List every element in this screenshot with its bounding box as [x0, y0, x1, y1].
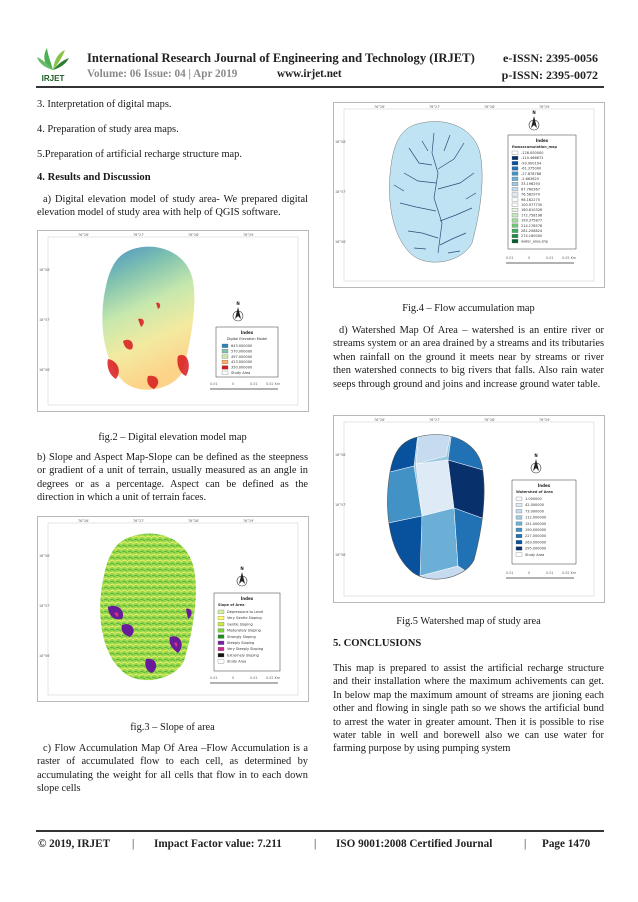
svg-text:0.02 Km: 0.02 Km — [562, 256, 577, 260]
legend-swatch — [512, 193, 518, 197]
header-rule — [36, 86, 604, 88]
figure-slope-map — [37, 516, 309, 702]
legend-swatch — [516, 516, 522, 520]
legend-label: 227.000000 — [525, 534, 547, 539]
eissn: e-ISSN: 2395-0056 — [503, 51, 598, 65]
legend-swatch — [516, 497, 522, 501]
svg-text:18°56': 18°56' — [335, 240, 347, 244]
legend-swatch — [512, 182, 518, 186]
journal-url[interactable]: www.irjet.net — [277, 68, 342, 80]
section-heading-results: 4. Results and Discussion — [37, 172, 151, 183]
legend-swatch — [512, 234, 518, 238]
svg-text:0.01: 0.01 — [506, 256, 514, 260]
svg-text:18°56': 18°56' — [39, 368, 51, 372]
legend-swatch — [512, 229, 518, 233]
legend-label: Strongly Sloping — [227, 634, 256, 639]
figure-flow-accumulation-map — [333, 102, 605, 288]
scale-bar — [506, 571, 577, 578]
legend-label: Moderately Sloping — [227, 628, 261, 633]
svg-text:18°58': 18°58' — [39, 268, 51, 272]
svg-text:0.01: 0.01 — [250, 676, 258, 680]
footer-separator: | — [524, 838, 527, 850]
svg-text:76°27': 76°27' — [429, 418, 441, 422]
legend-label: -110.466672 — [521, 156, 544, 161]
footer-rule — [36, 830, 604, 832]
legend-swatch — [222, 366, 228, 370]
svg-text:76°29': 76°29' — [243, 233, 255, 237]
figure-dem-map — [37, 230, 309, 412]
legend-swatch — [512, 198, 518, 202]
svg-text:N: N — [240, 566, 244, 571]
svg-text:76°26': 76°26' — [374, 418, 386, 422]
paragraph-watershed: d) Watershed Map Of Area – watershed is an entire river or streams system or an area drained by a streams and its tributaries when rainfall on the ground it meets near by streams or river then watershed connects to big rivers that falls. Also rain water seeps through ground and joins and increase ground water table. — [333, 325, 604, 390]
fig4-legend — [508, 135, 576, 249]
legend-label: Study Area — [227, 659, 247, 664]
legend-label: 98.162275 — [521, 197, 540, 202]
legend-label: 423.000000 — [231, 360, 253, 365]
legend-label: Extremely Sloping — [227, 653, 259, 658]
svg-text:18°57': 18°57' — [335, 190, 347, 194]
svg-text:Slope of Area: Slope of Area — [218, 603, 245, 607]
legend-label: 199.375877 — [521, 218, 543, 223]
svg-text:flowaccumulation_map: flowaccumulation_map — [512, 145, 557, 149]
legend-label: 190.000000 — [525, 528, 547, 532]
section-heading-conclusions: 5. CONCLUSIONS — [333, 638, 422, 649]
legend-label: Very Steeply Sloping — [227, 647, 264, 652]
svg-text:76°29': 76°29' — [539, 105, 551, 109]
svg-text:76°26': 76°26' — [374, 105, 386, 109]
svg-text:76°28': 76°28' — [188, 233, 200, 237]
legend-swatch — [516, 553, 522, 557]
legend-swatch — [512, 177, 518, 181]
legend-swatch — [512, 224, 518, 228]
pissn: p-ISSN: 2395-0072 — [501, 68, 598, 82]
legend-label: 172.758198 — [521, 213, 543, 218]
legend-label: 151.000000 — [525, 521, 547, 526]
legend-swatch — [222, 349, 228, 353]
legend-label: Very Gentle Sloping — [227, 616, 262, 621]
legend-swatch — [218, 641, 224, 645]
fig2-legend — [216, 327, 278, 377]
legend-swatch — [512, 172, 518, 176]
legend-label: 274.180000 — [521, 234, 543, 239]
svg-text:N: N — [534, 453, 538, 458]
legend-label: Steeply Sloping — [227, 641, 255, 645]
legend-label: 214.178578 — [521, 223, 543, 228]
footer-page-number: Page 1470 — [542, 838, 591, 850]
legend-label: 160.810326 — [521, 208, 543, 213]
legend-label: 350.000000 — [231, 365, 253, 370]
svg-text:Digital Elevation Model: Digital Elevation Model — [226, 337, 268, 341]
legend-swatch — [516, 528, 522, 532]
footer-separator: | — [314, 838, 317, 850]
svg-text:0.02 Km: 0.02 Km — [266, 382, 281, 386]
svg-text:76°27': 76°27' — [133, 519, 145, 523]
legend-label: 497.000000 — [231, 354, 253, 359]
legend-swatch — [512, 239, 518, 243]
legend-swatch — [218, 660, 224, 664]
svg-text:76°26': 76°26' — [78, 233, 90, 237]
legend-swatch — [512, 167, 518, 171]
figure-watershed-map — [333, 415, 605, 603]
legend-swatch — [222, 344, 228, 348]
legend-swatch — [218, 610, 224, 614]
svg-text:0.01: 0.01 — [506, 571, 514, 575]
legend-label: 76.582979 — [521, 192, 540, 197]
svg-text:N: N — [532, 110, 536, 115]
svg-text:Index: Index — [537, 483, 551, 488]
legend-swatch — [516, 540, 522, 544]
legend-swatch — [512, 208, 518, 212]
irjet-logo — [34, 44, 72, 84]
svg-text:0.02 Km: 0.02 Km — [266, 676, 281, 680]
svg-text:Watershed of Area: Watershed of Area — [516, 490, 553, 494]
method-item-4: 4. Preparation of study area maps. — [37, 124, 179, 135]
legend-swatch — [512, 203, 518, 207]
fig3-caption: fig.3 – Slope of area — [130, 722, 215, 733]
svg-text:76°29': 76°29' — [243, 519, 255, 523]
paragraph-dem: a) Digital elevation model of study area- We prepared digital elevation model of study area with help of QGIS software. — [37, 194, 308, 219]
legend-label: water_area.shp — [521, 239, 548, 244]
north-arrow — [237, 566, 247, 586]
svg-text:N: N — [236, 301, 240, 306]
legend-label: Study Area — [525, 552, 545, 557]
fig4-caption: Fig.4 – Flow accumulation map — [402, 303, 535, 314]
legend-label: 570.000000 — [231, 349, 253, 354]
journal-title: International Research Journal of Engineering and Technology (IRJET) — [87, 51, 475, 65]
svg-text:18°57': 18°57' — [335, 503, 347, 507]
svg-text:18°58': 18°58' — [39, 554, 51, 558]
svg-text:76°27': 76°27' — [133, 233, 145, 237]
svg-text:76°29': 76°29' — [539, 418, 551, 422]
method-item-5: 5.Preparation of artificial recharge structure map. — [37, 149, 242, 160]
legend-label: Study Area — [231, 371, 251, 375]
fig2-caption: fig.2 – Digital elevation model map — [98, 432, 247, 443]
svg-text:76°27': 76°27' — [429, 105, 441, 109]
legend-swatch — [218, 647, 224, 651]
svg-text:76°28': 76°28' — [484, 105, 496, 109]
svg-text:Index: Index — [535, 138, 549, 143]
legend-label: -2.663625 — [521, 177, 539, 181]
legend-swatch — [222, 360, 228, 364]
legend-swatch — [218, 622, 224, 626]
legend-swatch — [512, 161, 518, 165]
svg-text:Index: Index — [240, 596, 254, 601]
method-item-3: 3. Interpretation of digital maps. — [37, 99, 172, 110]
svg-text:18°58': 18°58' — [335, 453, 347, 457]
volume-issue: Volume: 06 Issue: 04 | Apr 2019 — [87, 68, 238, 80]
legend-swatch — [512, 187, 518, 191]
svg-text:0: 0 — [232, 382, 235, 386]
legend-label: 33.196293 — [521, 182, 540, 187]
legend-label: 295.000000 — [525, 546, 547, 551]
legend-label: 42.000000 — [525, 503, 544, 508]
legend-label: 1.000000 — [525, 497, 542, 501]
svg-text:18°57': 18°57' — [39, 318, 51, 322]
svg-text:0: 0 — [528, 256, 531, 260]
legend-label: 281.208824 — [521, 229, 543, 233]
legend-label: -93.900194 — [521, 161, 542, 166]
north-arrow — [233, 301, 243, 321]
fig5-legend — [512, 480, 576, 564]
legend-swatch — [222, 371, 228, 375]
paragraph-conclusions: This map is prepared to assist the artificial recharge structure and their installation where the maximum achivements can get. In below map the maximum amount of streams are jioning each other and flowing in single path so we shows the artificial bund to arrest the water in greater amount. Then it is possible to rise water table in well and borewell also we can use water for farming purpose by using pumping system — [333, 663, 604, 755]
legend-swatch — [512, 156, 518, 160]
legend-swatch — [516, 547, 522, 551]
legend-swatch — [516, 509, 522, 513]
svg-text:0: 0 — [528, 571, 531, 575]
legend-swatch — [512, 219, 518, 223]
legend-label: 100.977730 — [521, 203, 543, 207]
legend-label: 263.000000 — [525, 540, 547, 545]
scale-bar — [210, 382, 281, 389]
legend-swatch — [222, 355, 228, 359]
svg-text:0.01: 0.01 — [250, 382, 258, 386]
svg-text:18°57': 18°57' — [39, 604, 51, 608]
legend-label: -27.878788 — [521, 171, 542, 176]
legend-swatch — [218, 635, 224, 639]
paragraph-flow-accumulation: c) Flow Accumulation Map Of Area –Flow Accumulation is a raster of accumulated flow to each cell, as determined by accumulating the weight for all cells that flow in to each down slope cells — [37, 743, 308, 795]
svg-text:18°58': 18°58' — [335, 140, 347, 144]
legend-swatch — [512, 151, 518, 155]
svg-text:0.01: 0.01 — [546, 571, 554, 575]
legend-label: 112.000000 — [525, 515, 547, 520]
legend-label: Gentle Sloping — [227, 622, 253, 627]
legend-label: 67.760367 — [521, 187, 540, 192]
paragraph-slope: b) Slope and Aspect Map-Slope can be defined as the steepness or gradient of a unit of terrain, usually measured as an angle in degrees or as a percentage. Aspect can be defined as the direction in which a unit of terrain faces. — [37, 452, 308, 504]
svg-text:0.01: 0.01 — [546, 256, 554, 260]
footer-copyright: © 2019, IRJET — [38, 838, 111, 850]
legend-label: 73.000000 — [525, 509, 544, 514]
svg-text:18°56': 18°56' — [39, 654, 51, 658]
footer-iso: ISO 9001:2008 Certified Journal — [336, 838, 493, 850]
scale-bar — [210, 676, 281, 683]
svg-text:0: 0 — [232, 676, 235, 680]
scale-bar — [506, 256, 577, 263]
legend-swatch — [516, 522, 522, 526]
legend-swatch — [218, 616, 224, 620]
svg-text:IRJET: IRJET — [41, 74, 65, 83]
svg-text:0.02 Km: 0.02 Km — [562, 571, 577, 575]
north-arrow — [531, 453, 541, 473]
footer-impact-factor: Impact Factor value: 7.211 — [154, 838, 282, 850]
legend-label: Depressions to Level — [227, 610, 264, 614]
svg-text:0.01: 0.01 — [210, 382, 218, 386]
svg-text:76°26': 76°26' — [78, 519, 90, 523]
legend-swatch — [218, 653, 224, 657]
legend-label: 643.000000 — [231, 344, 253, 348]
legend-swatch — [512, 213, 518, 217]
svg-text:76°28': 76°28' — [188, 519, 200, 523]
svg-text:76°28': 76°28' — [484, 418, 496, 422]
legend-swatch — [218, 629, 224, 633]
fig5-caption: Fig.5 Watershed map of study area — [396, 616, 541, 627]
svg-text:18°56': 18°56' — [335, 553, 347, 557]
legend-label: -128.000000 — [521, 151, 544, 155]
north-arrow — [529, 110, 539, 130]
svg-text:0.01: 0.01 — [210, 676, 218, 680]
legend-label: -61.375000 — [521, 166, 542, 171]
footer-separator: | — [132, 838, 135, 850]
fig3-legend — [214, 593, 280, 671]
legend-swatch — [516, 503, 522, 507]
svg-text:Index: Index — [240, 330, 254, 335]
legend-swatch — [516, 534, 522, 538]
